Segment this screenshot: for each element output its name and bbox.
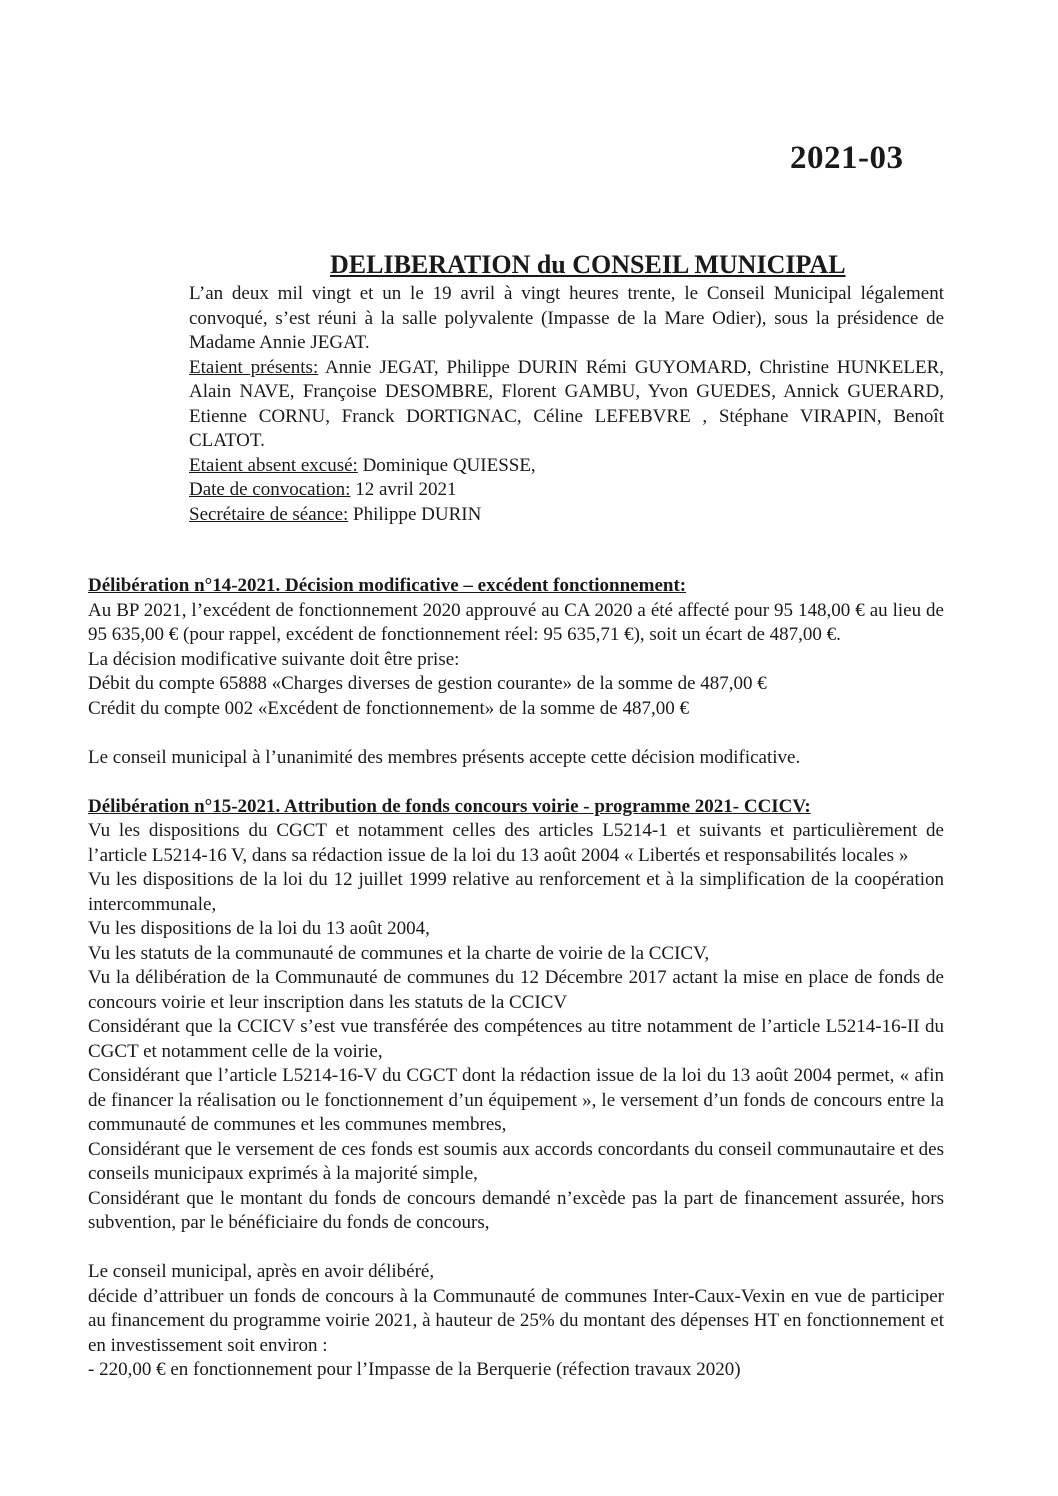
deliberation-15-decision: décide d’attribuer un fonds de concours à la Communauté de communes Inter-Caux-Vexin en vue de participer au financement du programme voirie 2021, à hauteur de 25% du montant des dépenses HT en fonctionnement et en investissement soit environ :	[88, 1285, 944, 1356]
deliberation-14-paragraph: Au BP 2021, l’excédent de fonctionnement 2020 approuvé au CA 2020 a été affecté pour 95 148,00 € au lieu de 95 635,00 € (pour rappel, excédent de fonctionnement réel: 95 635,71 €), soit un écart de 487,00 €.	[88, 599, 944, 645]
meeting-header	[189, 282, 944, 527]
session-secretary	[189, 503, 944, 528]
deliberations	[88, 574, 944, 1383]
deliberation-15-paragraph: Considérant que la CCICV s’est vue transférée des compétences au titre notamment de l’article L5214-16-II du CGCT et notamment celle de la voirie,	[88, 1016, 944, 1062]
deliberation-14-title: Délibération n°14-2021. Décision modificative – excédent fonctionnement:	[88, 575, 687, 596]
deliberation-15-title: Délibération n°15-2021. Attribution de fonds concours voirie - programme 2021- CCICV:	[88, 795, 811, 817]
deliberation-15-paragraph: Vu les dispositions de la loi du 13 août 2004,	[88, 918, 430, 939]
meeting-intro: L’an deux mil vingt et un le 19 avril à vingt heures trente, le Conseil Municipal légalement convoqué, s’est réuni à la salle polyvalente (Impasse de la Mare Odier), sous la présidence de Madame Annie JEGAT.	[189, 283, 944, 353]
deliberation-15-paragraph: Vu les dispositions du CGCT et notamment celles des articles L5214-1 et suivants et particulièrement de l’article L5214-16 V, dans sa rédaction issue de la loi du 13 août 2004 « Libertés et responsabilités locales »	[88, 820, 944, 866]
convocation-date	[189, 478, 944, 503]
absent-label: Etaient absent excusé:	[189, 454, 358, 476]
deliberation-15-paragraph: Vu la délibération de la Communauté de communes du 12 Décembre 2017 actant la mise en place de fonds de concours voirie et leur inscription dans les statuts de la CCICV	[88, 967, 944, 1013]
spacer	[88, 721, 944, 746]
deliberation-14-conclusion: Le conseil municipal à l’unanimité des membres présents accepte cette décision modificative.	[88, 746, 801, 768]
deliberation-15-paragraph: Vu les statuts de la communauté de communes et la charte de voirie de la CCICV,	[88, 942, 710, 964]
absent-members	[189, 454, 944, 479]
convocation-value: 12 avril 2021	[350, 479, 457, 500]
deliberation-14-line: La décision modificative suivante doit être prise:	[88, 648, 460, 670]
deliberation-14-credit: Crédit du compte 002 «Excédent de fonctionnement» de la somme de 487,00 €	[88, 697, 689, 719]
deliberation-15-paragraph: Considérant que le montant du fonds de concours demandé n’excède pas la part de financement assurée, hors subvention, par le bénéficiaire du fonds de concours,	[88, 1187, 944, 1233]
present-names: Annie JEGAT, Philippe DURIN Rémi GUYOMARD, Christine HUNKELER, Alain NAVE, Françoise DESOMBRE, Florent GAMBU, Yvon GUEDES, Annick GUERARD, Etienne CORNU, Franck DORTIGNAC, Céline LEFEBVRE , Stéphane VIRAPIN, Benoît CLATOT.	[189, 356, 944, 451]
deliberation-15-paragraph: Considérant que le versement de ces fonds est soumis aux accords concordants du conseil communautaire et des conseils municipaux exprimés à la majorité simple,	[88, 1138, 944, 1184]
document-reference: 2021-03	[790, 140, 904, 176]
spacer	[88, 1236, 944, 1261]
secretary-label: Secrétaire de séance:	[189, 503, 349, 525]
absent-names: Dominique QUIESSE,	[357, 454, 536, 476]
deliberation-15-paragraph: Vu les dispositions de la loi du 12 juillet 1999 relative au renforcement et à la simplification de la coopération intercommunale,	[88, 869, 944, 915]
convocation-label: Date de convocation:	[189, 479, 351, 500]
secretary-name: Philippe DURIN	[348, 503, 482, 525]
present-label: Etaient présents:	[189, 356, 319, 378]
spacer	[88, 770, 944, 795]
deliberation-14-debit: Débit du compte 65888 «Charges diverses de gestion courante» de la somme de 487,00 €	[88, 673, 767, 694]
present-members	[189, 356, 944, 454]
deliberation-15-decision-intro: Le conseil municipal, après en avoir délibéré,	[88, 1261, 435, 1282]
document-title: DELIBERATION du CONSEIL MUNICIPAL	[330, 250, 846, 279]
deliberation-15-paragraph: Considérant que l’article L5214-16-V du CGCT dont la rédaction issue de la loi du 13 août 2004 permet, « afin de financer la réalisation ou le fonctionnement d’un équipement », le versement d’un fonds de concours entre la communauté de communes et les communes membres,	[88, 1065, 944, 1135]
deliberation-15-amount: - 220,00 € en fonctionnement pour l’Impasse de la Berquerie (réfection travaux 2020)	[88, 1359, 741, 1380]
